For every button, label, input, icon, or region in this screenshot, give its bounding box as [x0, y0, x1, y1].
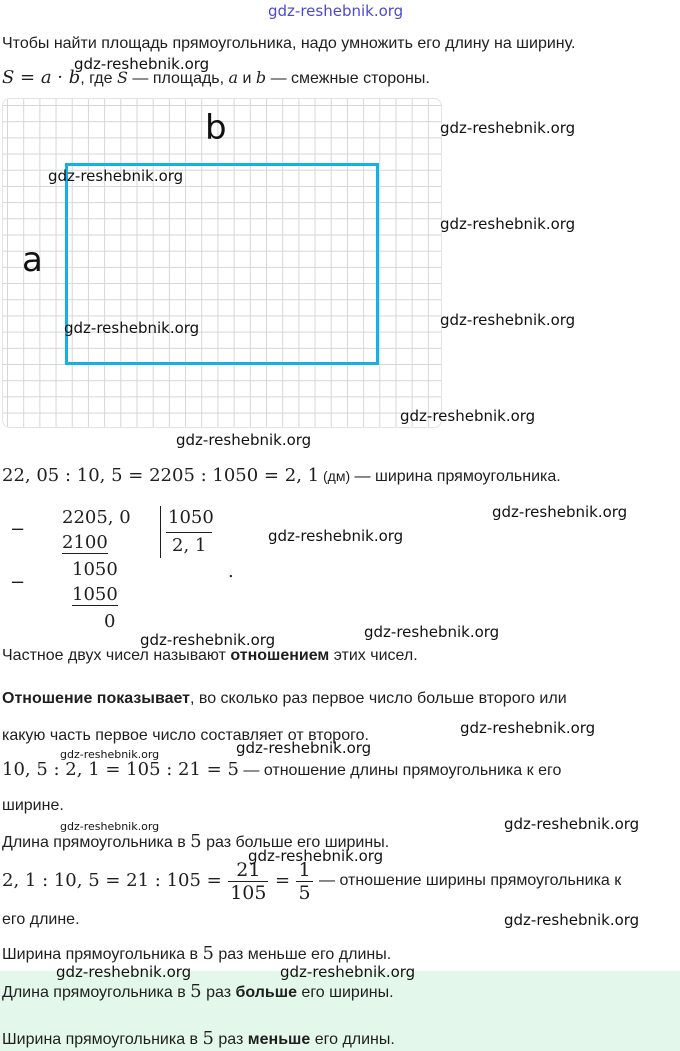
var-b: b: [255, 68, 267, 87]
watermark: gdz-reshebnik.org: [364, 623, 500, 641]
fraction-1-denominator: 105: [230, 881, 267, 904]
watermark-top: gdz-reshebnik.org: [268, 2, 404, 20]
answer-1-num: 5: [190, 981, 202, 1002]
watermark: gdz-reshebnik.org: [504, 815, 640, 833]
ratio2-text-post: раз меньше его длины.: [213, 946, 392, 963]
answer-2-post: его длины.: [310, 1031, 395, 1048]
where-text: , где: [80, 70, 117, 87]
minus-sign-2: −: [10, 572, 26, 593]
var-a: a: [228, 68, 239, 87]
shows-bold: Отношение показывает: [2, 690, 190, 707]
answer-1-mid: раз: [201, 984, 236, 1001]
watermark: gdz-reshebnik.org: [460, 719, 596, 737]
remainder-1: 1050: [72, 559, 118, 580]
definition-post: этих чисел.: [329, 647, 418, 664]
watermark: gdz-reshebnik.org: [60, 748, 160, 761]
fraction-21-105: [228, 859, 268, 904]
watermark: gdz-reshebnik.org: [64, 319, 200, 337]
ratio2-text-pre: Ширина прямоугольника в: [2, 946, 203, 963]
fraction-1-5: [296, 859, 312, 904]
definition-line: [2, 646, 418, 666]
quotient: 2, 1: [172, 535, 207, 556]
ratio2-desc-2: его длине.: [2, 911, 80, 928]
watermark: gdz-reshebnik.org: [492, 503, 628, 521]
sides-desc: — смежные стороны.: [266, 70, 430, 87]
answer-2-pre: Ширина прямоугольника в: [2, 1031, 203, 1048]
subtrahend-1: 2100: [62, 532, 108, 553]
watermark: gdz-reshebnik.org: [248, 847, 384, 865]
ratio1-text-post: раз больше его ширины.: [201, 834, 390, 851]
answer-2-mid: раз: [213, 1031, 248, 1048]
label-b: b: [205, 108, 227, 148]
watermark: gdz-reshebnik.org: [440, 215, 576, 233]
watermark: gdz-reshebnik.org: [504, 911, 640, 929]
ratio1-expr: 10, 5 : 2, 1 = 105 : 21 = 5: [2, 759, 239, 780]
formula-line: [2, 68, 430, 89]
watermark: gdz-reshebnik.org: [400, 407, 536, 425]
answer-line-2: [2, 1029, 395, 1050]
label-a: a: [22, 240, 43, 280]
ratio2-text: [2, 944, 391, 965]
calc-unit: (дм): [319, 468, 351, 484]
area-formula: S = a · b: [2, 67, 81, 88]
ratio2-equals: =: [274, 870, 291, 891]
answer-1-post: его ширины.: [296, 984, 394, 1001]
answer-line-1: [2, 982, 394, 1003]
fraction-2-numerator: 1: [298, 858, 311, 881]
ratio1-desc: — отношение длины прямоугольника к его: [238, 762, 562, 779]
ratio1-text-num: 5: [190, 831, 202, 852]
watermark: gdz-reshebnik.org: [56, 963, 192, 981]
ratio1-line: [2, 760, 561, 781]
ratio2-desc: — отношение ширины прямоугольника к: [314, 872, 622, 889]
and-text: и: [238, 70, 256, 87]
definition-pre: Частное двух чисел называют: [2, 647, 231, 664]
answer-1-pre: Длина прямоугольника в: [2, 984, 191, 1001]
answer-1-bold: больше: [235, 984, 297, 1001]
answer-2-bold: меньше: [247, 1031, 311, 1048]
watermark: gdz-reshebnik.org: [440, 311, 576, 329]
division-dot: .: [228, 561, 234, 582]
minus-sign-1: −: [10, 519, 26, 540]
watermark: gdz-reshebnik.org: [176, 431, 312, 449]
remainder-2: 0: [104, 611, 116, 632]
dividend: 2205, 0: [62, 507, 131, 528]
shows-line-2: какую часть первое число составляет от второго.: [2, 727, 369, 744]
subtrahend-2: 1050: [72, 584, 118, 605]
answer-2-num: 5: [202, 1028, 214, 1049]
ratio1-desc-2: ширине.: [2, 797, 64, 814]
watermark: gdz-reshebnik.org: [60, 820, 160, 833]
ratio1-text-pre: Длина прямоугольника в: [2, 834, 191, 851]
watermark: gdz-reshebnik.org: [440, 119, 576, 137]
watermark: gdz-reshebnik.org: [236, 739, 372, 757]
calc-desc: — ширина прямоугольника.: [350, 468, 561, 485]
fraction-2-denominator: 5: [298, 881, 311, 904]
definition-term: отношением: [230, 647, 330, 664]
shows-rest-1: , во сколько раз первое число больше второго или: [190, 690, 567, 707]
intro-line: Чтобы найти площадь прямоугольника, надо умножить его длину на ширину.: [2, 35, 576, 52]
watermark: gdz-reshebnik.org: [280, 963, 416, 981]
shows-line-1: [2, 689, 567, 709]
fraction-1-numerator: 21: [228, 859, 268, 882]
ratio2-text-num: 5: [202, 943, 214, 964]
divisor-underline: [166, 532, 212, 533]
watermark: gdz-reshebnik.org: [268, 527, 404, 545]
divisor: 1050: [168, 507, 214, 528]
var-s: S: [116, 68, 128, 87]
calc-expr: 22, 05 : 10, 5 = 2205 : 1050 = 2, 1: [2, 465, 320, 486]
watermark: gdz-reshebnik.org: [140, 631, 276, 649]
division-bar: [160, 506, 161, 558]
ratio2-expr: 2, 1 : 10, 5 = 21 : 105 =: [2, 870, 222, 891]
watermark: gdz-reshebnik.org: [74, 55, 210, 73]
area-desc: — площадь,: [127, 70, 229, 87]
watermark: gdz-reshebnik.org: [48, 167, 184, 185]
calc-line: [2, 466, 561, 487]
